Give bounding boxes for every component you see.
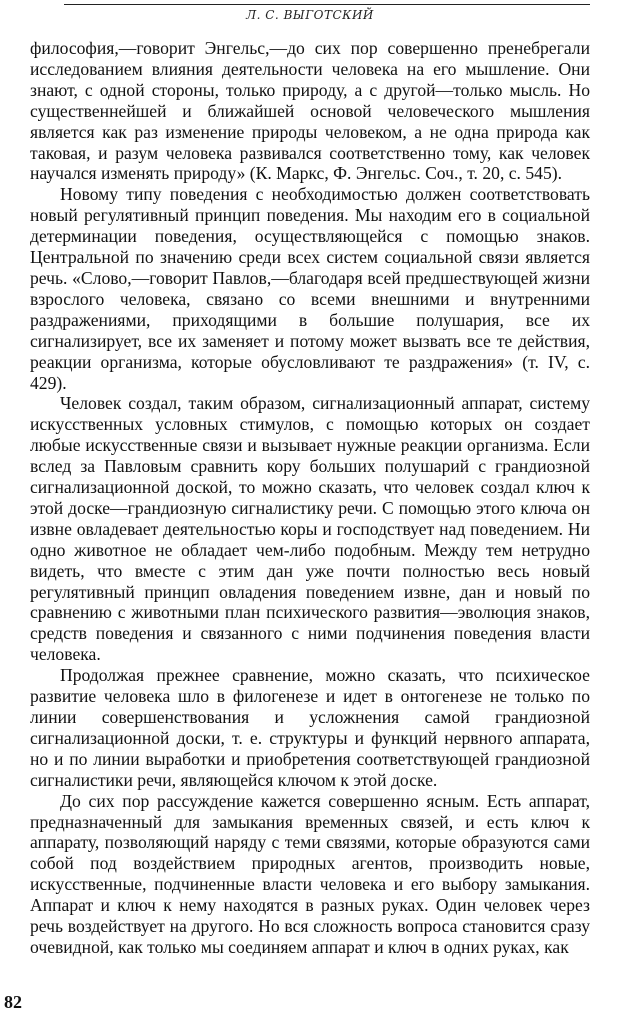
body-text — [30, 38, 590, 958]
header-rule — [64, 4, 590, 5]
paragraph: До сих пор рассуждение кажется совершенно ясным. Есть аппарат, предназначенный для замыкания временных связей, и есть ключ к аппарату, позволяющий наряду с теми связями, которые образуются сами собой под воздействием природных агентов, производить новые, искусственные, подчиненные власти человека и его выбору замыкания. Аппарат и ключ к нему находятся в разных руках. Один человек через речь воздействует на другого. Но вся сложность вопроса становится сразу очевидной, как только мы соединяем аппарат и ключ в одних руках, как — [30, 790, 590, 957]
page-number: 82 — [4, 992, 22, 1012]
paragraph: Человек создал, таким образом, сигнализационный аппарат, систему искусственных условных стимулов, с помощью которых он создает любые искусственные связи и вызывает нужные реакции организма. Если вслед за Павловым сравнить кору больших полушарий с грандиозной сигнализационной доской, то можно сказать, что человек создал ключ к этой доске—грандиозную сигналистику речи. С помощью этого ключа он извне овладевает деятельностью коры и господствует над поведением. Ни одно животное не обладает чем-либо подобным. Между тем нетрудно видеть, что вместе с этим дан уже почти полностью весь новый регулятивный принцип овладения поведением извне, дан и новый по сравнению с животными план психического развития—эволюция знаков, средств поведения и связанного с ними подчинения поведения власти человека. — [30, 393, 590, 665]
paragraph: Продолжая прежнее сравнение, можно сказать, что психическое развитие человека шло в филогенезе и идет в онтогенезе не только по линии совершенствования и усложнения самой грандиозной сигнализационной доски, т. е. структуры и функций нервного аппарата, но и по линии выработки и приобретения соответствующей грандиозной сигналистики речи, являющейся ключом к этой доске. — [30, 665, 590, 790]
paragraph: Новому типу поведения с необходимостью должен соответствовать новый регулятивный принцип поведения. Мы находим его в социальной детерминации поведения, осуществляющейся с помощью знаков. Центральной по значению среди всех систем социальной связи является речь. «Слово,—говорит Павлов,—благодаря всей предшествующей жизни взрослого человека, связано со всеми внешними и внутренними раздражениями, приходящими в большие полушария, все их сигнализирует, все их заменяет и потому может вызвать все те действия, реакции организма, которые обусловливают те раздражения» (т. IV, с. 429). — [30, 184, 590, 393]
running-head: Л. С. ВЫГОТСКИЙ — [246, 8, 374, 22]
paragraph: философия,—говорит Энгельс,—до сих пор совершенно пренебрегали исследованием влияния деятельности человека на его мышление. Они знают, с одной стороны, только природу, а с другой—только мысль. Но существеннейшей и ближайшей основой человеческого мышления является как раз изменение природы человеком, а не одна природа как таковая, и разум человека развивался соответственно тому, как человек научался изменять природу» (К. Маркс, Ф. Энгельс. Соч., т. 20, с. 545). — [30, 38, 590, 184]
